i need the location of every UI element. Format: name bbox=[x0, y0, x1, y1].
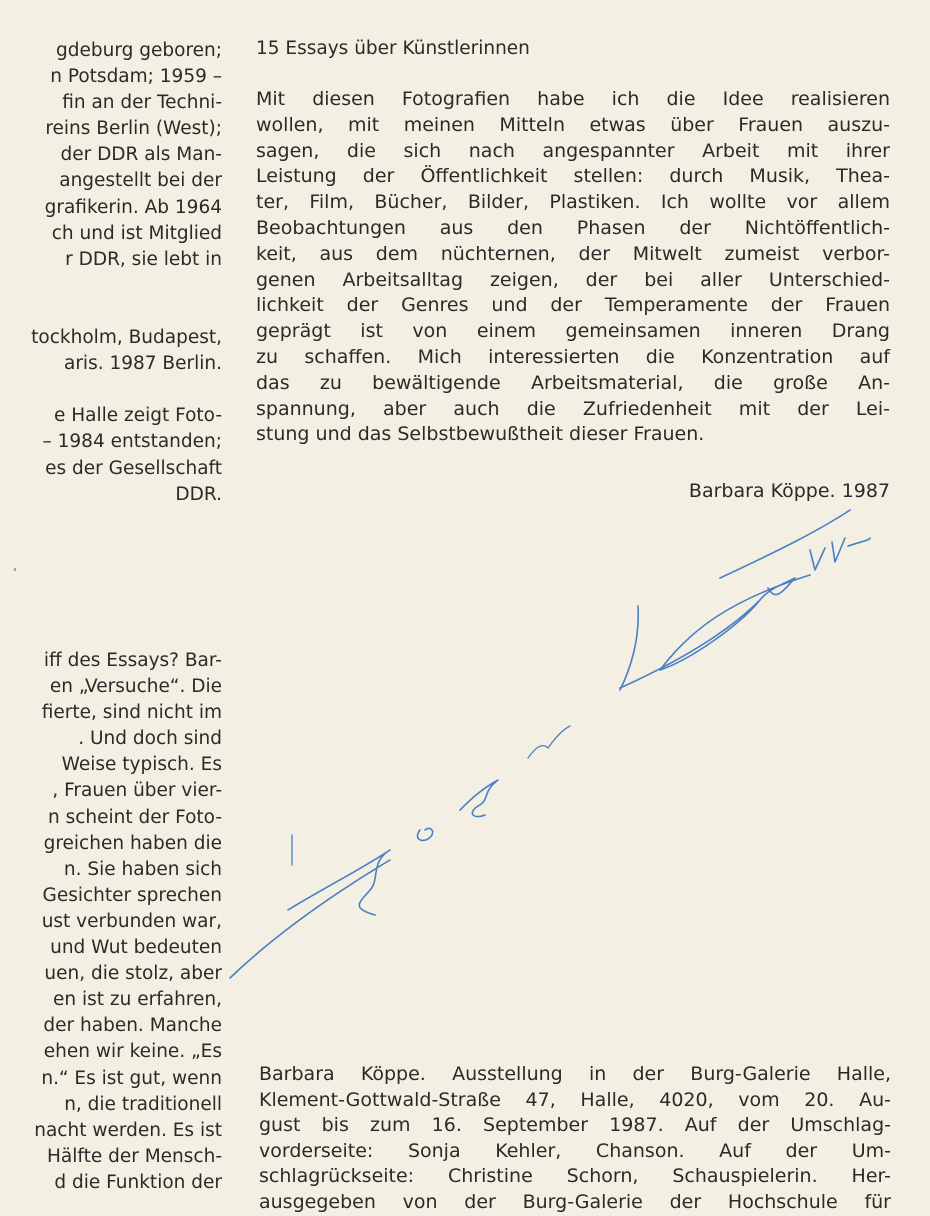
essay-paragraph bbox=[256, 87, 890, 448]
left-column-top-fragment bbox=[0, 38, 222, 508]
handwritten-signature bbox=[220, 490, 900, 990]
paper-speck bbox=[14, 568, 16, 571]
text-line: d die Funktion der bbox=[54, 1171, 222, 1193]
text-line bbox=[0, 377, 222, 403]
text-line: der DDR als Man- bbox=[60, 144, 222, 166]
text-line: . Und doch sind bbox=[78, 728, 222, 750]
text-line bbox=[0, 273, 222, 299]
text-line: , Frauen über vier- bbox=[52, 780, 222, 802]
text-line: zu schaffen. Mich interessierten die Konzentration auf bbox=[256, 345, 890, 368]
text-line bbox=[0, 299, 222, 325]
text-line: und Wut bedeuten bbox=[50, 937, 222, 959]
text-line: ausgegeben von der Burg-Galerie der Hochschule für bbox=[259, 1190, 891, 1213]
text-line: angestellt bei der bbox=[59, 170, 222, 192]
text-line: Barbara Köppe. Ausstellung in der Burg-Galerie Halle, bbox=[259, 1063, 891, 1085]
text-line: sagen, die sich nach angespannter Arbeit mit ihrer bbox=[256, 139, 890, 162]
text-line: genen Arbeitsalltag zeigen, der bei aller Unterschied- bbox=[256, 268, 890, 291]
text-line: n. Sie haben sich bbox=[63, 858, 222, 880]
text-line: gdeburg geboren; bbox=[56, 40, 222, 61]
text-line: r DDR, sie lebt in bbox=[65, 248, 222, 270]
author-date-line: Barbara Köppe. 1987 bbox=[688, 480, 890, 502]
text-line: fin an der Techni- bbox=[62, 92, 222, 114]
text-line: der haben. Manche bbox=[43, 1015, 222, 1037]
text-line: Weise typisch. Es bbox=[61, 754, 222, 776]
text-line: geprägt ist von einem gemeinsamen inneren Drang bbox=[256, 320, 890, 343]
text-line: n Potsdam; 1959 – bbox=[50, 66, 222, 88]
text-line: schlagrückseite: Christine Schorn, Schauspielerin. Her- bbox=[259, 1165, 891, 1188]
text-line: en „Versuche“. Die bbox=[49, 676, 222, 698]
text-line: Leistung der Öffentlichkeit stellen: durch Musik, Thea- bbox=[256, 165, 890, 188]
text-line: stung und das Selbstbewußtheit dieser Frauen. bbox=[256, 423, 705, 446]
text-line: spannung, aber auch die Zufriedenheit mit der Lei- bbox=[256, 397, 890, 420]
text-line: keit, aus dem nüchternen, der Mitwelt zumeist verbor- bbox=[256, 242, 890, 265]
text-line: e Halle zeigt Foto- bbox=[53, 405, 222, 427]
section-heading: 15 Essays über Künstlerinnen bbox=[256, 38, 530, 59]
text-line: ch und ist Mitglied bbox=[51, 222, 222, 244]
text-line: – 1984 entstanden; bbox=[42, 431, 222, 453]
text-line: DDR. bbox=[175, 483, 222, 505]
text-line: iff des Essays? Bar- bbox=[43, 650, 222, 671]
text-line: wollen, mit meinen Mitteln etwas über Frauen auszu- bbox=[256, 113, 890, 136]
text-line: ehen wir keine. „Es bbox=[43, 1041, 222, 1063]
text-line: Beobachtungen aus den Phasen der Nichtöffentlich- bbox=[256, 216, 890, 239]
text-line: aris. 1987 Berlin. bbox=[63, 353, 222, 375]
text-line: Hälfte der Mensch- bbox=[47, 1145, 222, 1167]
text-line: grafikerin. Ab 1964 bbox=[44, 196, 222, 218]
text-line: greichen haben die bbox=[43, 832, 222, 854]
text-line: n.“ Es ist gut, wenn bbox=[41, 1067, 222, 1089]
text-line: fierte, sind nicht im bbox=[41, 702, 222, 724]
text-line: Mit diesen Fotografien habe ich die Idee realisieren bbox=[256, 88, 890, 110]
text-line: Klement-Gottwald-Straße 47, Halle, 4020, vom 20. Au- bbox=[259, 1088, 891, 1111]
text-line: n, die traditionell bbox=[64, 1093, 222, 1115]
text-line: n scheint der Foto- bbox=[47, 806, 222, 828]
text-line: das zu bewältigende Arbeitsmaterial, die große An- bbox=[256, 371, 890, 394]
text-line: ter, Film, Bücher, Bilder, Plastiken. Ich wollte vor allem bbox=[256, 191, 890, 214]
text-line: vorderseite: Sonja Kehler, Chanson. Auf der Um- bbox=[259, 1139, 891, 1162]
text-line: ust verbunden war, bbox=[41, 910, 222, 932]
text-line: tockholm, Budapest, bbox=[31, 327, 222, 349]
text-line: Gesichter sprechen bbox=[42, 884, 222, 906]
left-column-bottom-fragment bbox=[0, 648, 222, 1196]
text-line: lichkeit der Genres und der Temperamente der Frauen bbox=[256, 294, 890, 317]
text-line: uen, die stolz, aber bbox=[44, 963, 222, 985]
text-line: en ist zu erfahren, bbox=[53, 989, 222, 1011]
exhibition-info bbox=[259, 1062, 891, 1216]
text-line: nacht werden. Es ist bbox=[34, 1119, 222, 1141]
text-line: es der Gesellschaft bbox=[45, 457, 222, 479]
text-line: reins Berlin (West); bbox=[45, 118, 222, 140]
text-line: gust bis zum 16. September 1987. Auf der Umschlag- bbox=[259, 1114, 891, 1137]
